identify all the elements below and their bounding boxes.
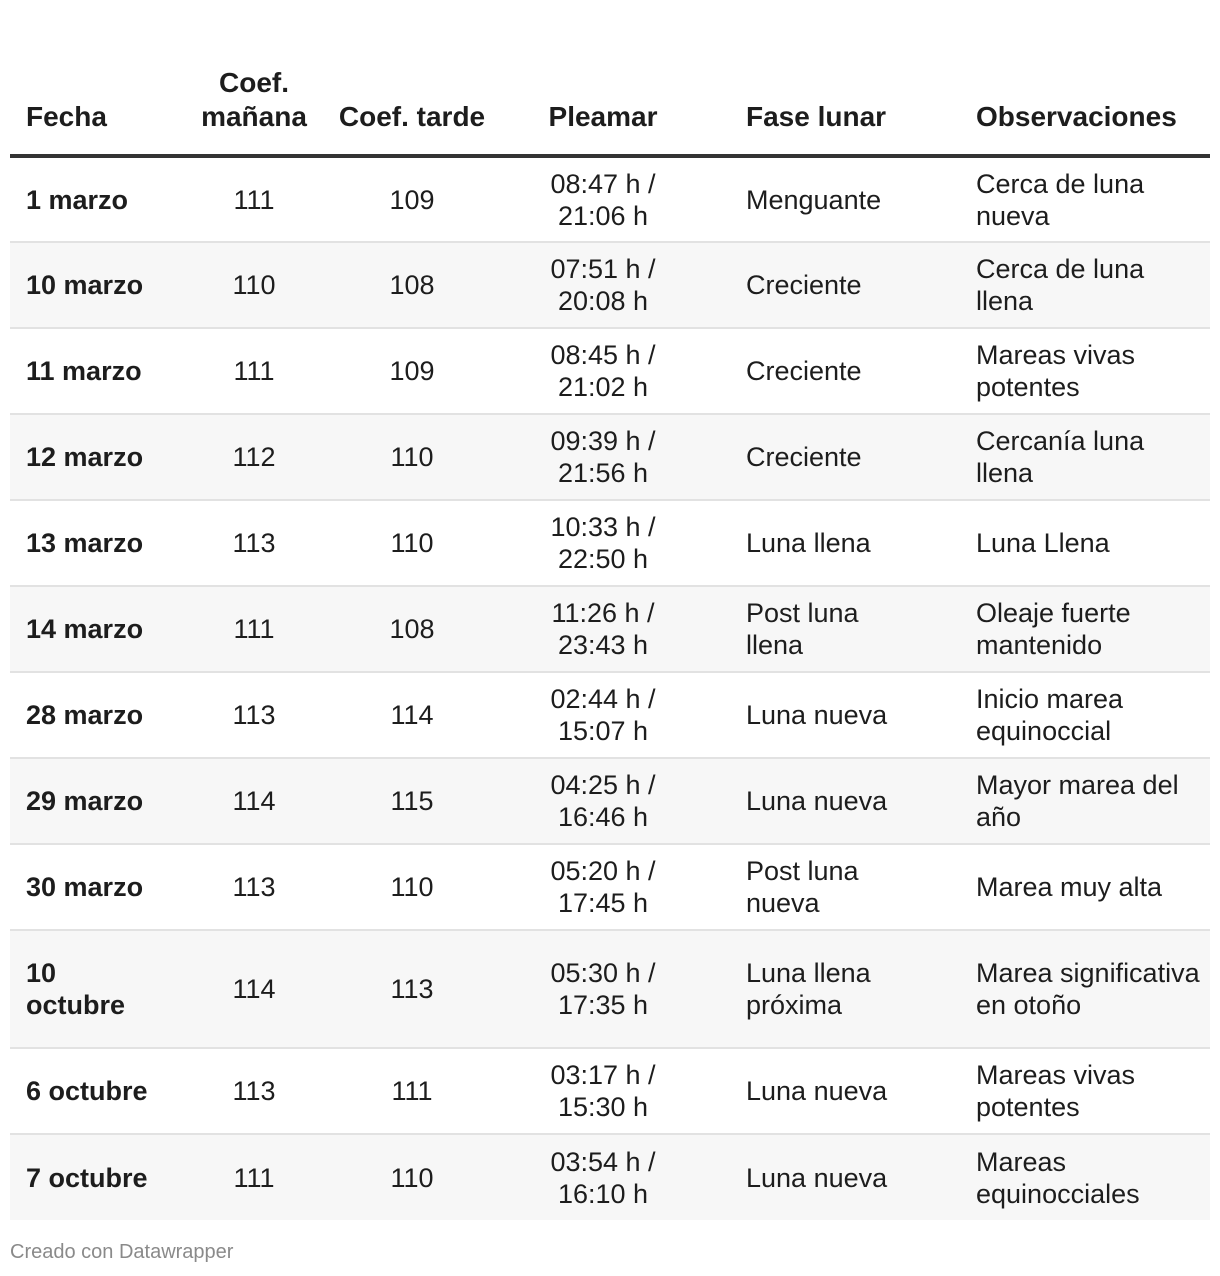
table-row — [10, 930, 1210, 1048]
cell-fecha: 13 marzo — [10, 500, 180, 586]
cell-coef-tarde: 110 — [328, 844, 496, 930]
cell-coef-tarde: 113 — [328, 930, 496, 1048]
cell-pleamar: 08:45 h / 21:02 h — [496, 328, 710, 414]
table-row — [10, 156, 1210, 242]
cell-pleamar: 03:54 h / 16:10 h — [550, 1146, 656, 1209]
header-fase-lunar[interactable]: Fase lunar — [710, 0, 940, 156]
cell-observaciones: Marea significativa en otoño — [940, 930, 1210, 1048]
cell-pleamar: 02:44 h / 15:07 h — [496, 672, 710, 758]
cell-fecha: 10 octubre — [10, 930, 180, 1048]
cell-observaciones: Cercanía luna llena — [940, 414, 1210, 500]
cell-coef-tarde: 109 — [328, 328, 496, 414]
table-body — [10, 156, 1210, 1220]
footer-credit[interactable]: Creado con Datawrapper — [10, 1241, 234, 1263]
cell-coef-manana: 111 — [233, 1162, 275, 1193]
cell-coef-tarde: 115 — [328, 758, 496, 844]
cell-coef-manana: 113 — [180, 500, 328, 586]
cell-fecha: 7 octubre — [26, 1162, 148, 1193]
cell-fase-lunar: Post luna nueva — [710, 844, 940, 930]
cell-coef-tarde: 114 — [328, 672, 496, 758]
cell-fecha: 10 marzo — [10, 242, 180, 328]
cell-coef-manana: 111 — [180, 156, 328, 242]
header-coef-tarde[interactable]: Coef. tarde — [328, 0, 496, 156]
cell-coef-manana: 111 — [180, 586, 328, 672]
cell-observaciones: Mareas vivas potentes — [940, 328, 1210, 414]
cell-coef-manana: 110 — [180, 242, 328, 328]
cell-pleamar: 11:26 h / 23:43 h — [496, 586, 710, 672]
cell-fase-lunar: Luna nueva — [746, 1162, 888, 1193]
cell-fecha: 28 marzo — [10, 672, 180, 758]
cell-fase-lunar: Creciente — [710, 414, 940, 500]
table-row — [10, 328, 1210, 414]
header-fecha[interactable]: Fecha — [10, 0, 180, 156]
header-coef-manana[interactable]: Coef. mañana — [180, 0, 328, 156]
cell-fase-lunar: Luna nueva — [710, 1048, 940, 1134]
cell-coef-tarde: 110 — [328, 500, 496, 586]
cell-fase-lunar: Creciente — [710, 328, 940, 414]
cell-observaciones: Inicio marea equinoccial — [940, 672, 1210, 758]
cell-coef-manana: 113 — [180, 844, 328, 930]
cell-coef-manana: 112 — [180, 414, 328, 500]
cell-fecha: 6 octubre — [10, 1048, 180, 1134]
cell-pleamar: 07:51 h / 20:08 h — [496, 242, 710, 328]
cell-pleamar: 05:20 h / 17:45 h — [496, 844, 710, 930]
cell-pleamar: 10:33 h / 22:50 h — [496, 500, 710, 586]
table-row — [10, 500, 1210, 586]
cell-fecha: 14 marzo — [10, 586, 180, 672]
cell-fase-lunar: Post luna llena — [710, 586, 940, 672]
cell-coef-manana: 113 — [180, 672, 328, 758]
cell-fase-lunar: Luna nueva — [710, 672, 940, 758]
cell-observaciones: Mareas equinocciales — [976, 1146, 1140, 1209]
header-row — [10, 0, 1210, 156]
cell-coef-manana: 114 — [180, 930, 328, 1048]
table-header — [10, 0, 1210, 156]
cell-observaciones: Marea muy alta — [940, 844, 1210, 930]
cell-observaciones: Mayor marea del año — [940, 758, 1210, 844]
cell-observaciones: Mareas vivas potentes — [940, 1048, 1210, 1134]
cell-pleamar: 05:30 h / 17:35 h — [496, 930, 710, 1048]
cell-fase-lunar: Creciente — [710, 242, 940, 328]
cell-coef-manana: 111 — [180, 328, 328, 414]
cell-fase-lunar: Menguante — [710, 156, 940, 242]
cell-observaciones: Luna Llena — [940, 500, 1210, 586]
cell-observaciones: Oleaje fuerte mantenido — [940, 586, 1210, 672]
table-row — [10, 672, 1210, 758]
cell-observaciones: Cerca de luna llena — [940, 242, 1210, 328]
cell-coef-tarde: 110 — [390, 1162, 434, 1193]
cell-fase-lunar: Luna nueva — [710, 758, 940, 844]
cell-fase-lunar: Luna llena próxima — [710, 930, 940, 1048]
cell-coef-tarde: 110 — [328, 414, 496, 500]
cell-coef-manana: 113 — [180, 1048, 328, 1134]
cell-pleamar: 09:39 h / 21:56 h — [496, 414, 710, 500]
cell-pleamar: 08:47 h / 21:06 h — [496, 156, 710, 242]
cell-fase-lunar: Luna llena — [710, 500, 940, 586]
table-row — [10, 844, 1210, 930]
table-row — [10, 758, 1210, 844]
table-row — [10, 1048, 1210, 1134]
cell-coef-tarde: 108 — [328, 242, 496, 328]
cell-fecha: 12 marzo — [10, 414, 180, 500]
cell-fecha: 30 marzo — [10, 844, 180, 930]
table-row — [10, 1134, 1210, 1220]
cell-fecha: 29 marzo — [10, 758, 180, 844]
table-container — [10, 0, 1210, 1220]
cell-coef-tarde: 108 — [328, 586, 496, 672]
cell-coef-tarde: 111 — [328, 1048, 496, 1134]
cell-coef-tarde: 109 — [328, 156, 496, 242]
table-row — [10, 586, 1210, 672]
cell-fecha: 1 marzo — [10, 156, 180, 242]
cell-pleamar: 04:25 h / 16:46 h — [496, 758, 710, 844]
tides-table — [10, 0, 1210, 1220]
header-observaciones[interactable]: Observaciones — [940, 0, 1210, 156]
table-row — [10, 242, 1210, 328]
cell-observaciones: Cerca de luna nueva — [940, 156, 1210, 242]
cell-pleamar: 03:17 h / 15:30 h — [496, 1048, 710, 1134]
header-pleamar[interactable]: Pleamar — [496, 0, 710, 156]
cell-fecha: 11 marzo — [10, 328, 180, 414]
cell-coef-manana: 114 — [180, 758, 328, 844]
table-row — [10, 414, 1210, 500]
